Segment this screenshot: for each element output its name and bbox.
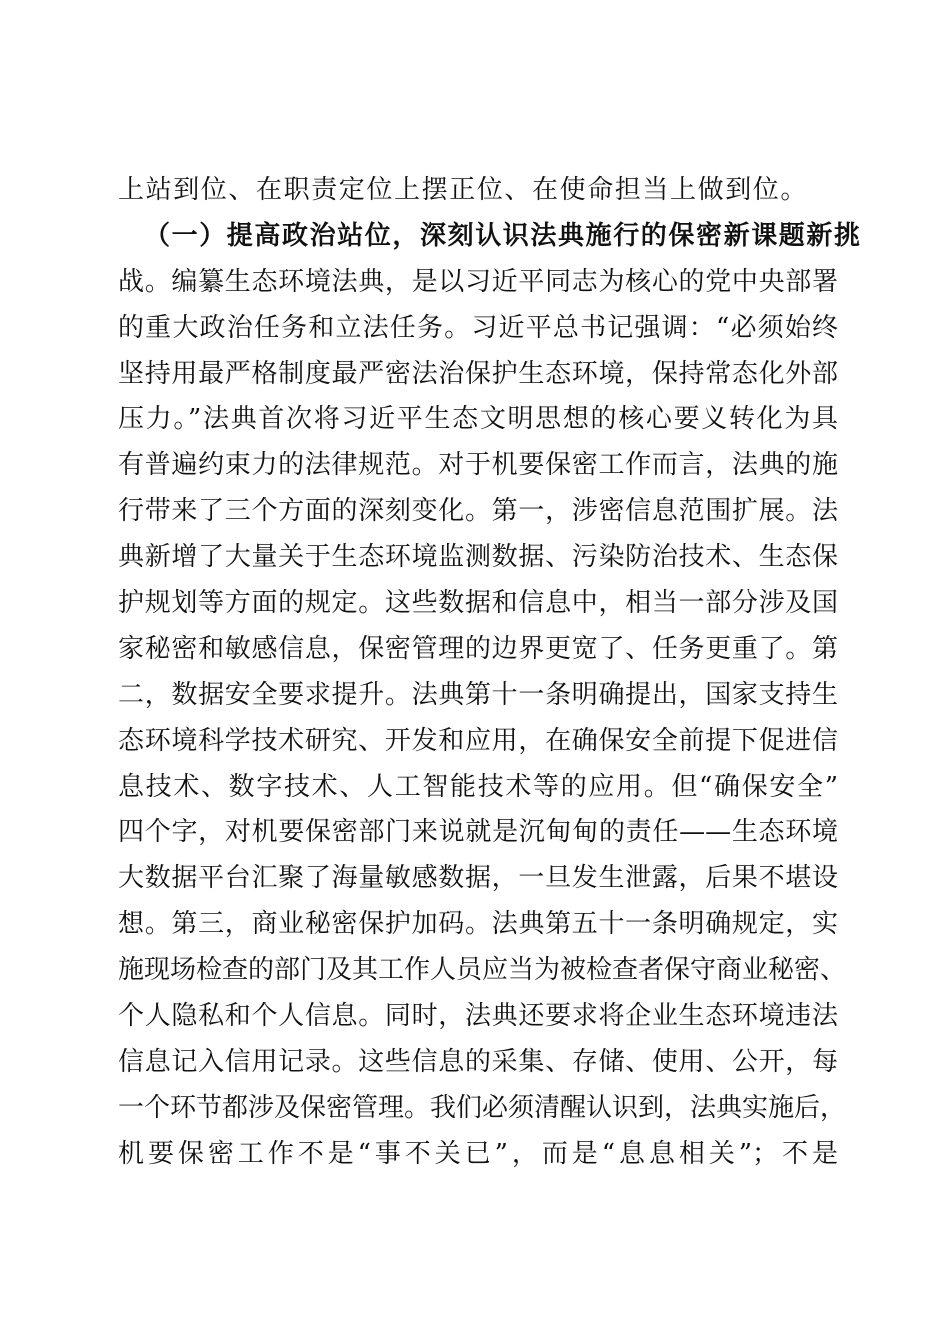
text-line-4: 的重大政治任务和立法任务。习近平总书记强调：“必须始终 bbox=[118, 312, 838, 343]
text-line-8: 行带来了三个方面的深刻变化。第一，涉密信息范围扩展。法 bbox=[118, 496, 838, 527]
text-line-6: 压力。”法典首次将习近平生态文明思想的核心要义转化为具 bbox=[118, 404, 838, 435]
text-line-20: 信息记入信用记录。这些信息的采集、存储、使用、公开，每 bbox=[118, 1046, 838, 1077]
text-line-3: 战。编纂生态环境法典，是以习近平同志为核心的党中央部署 bbox=[118, 266, 838, 297]
text-line-7: 有普遍约束力的法律规范。对于机要保密工作而言，法典的施 bbox=[118, 450, 838, 481]
text-line-22: 机要保密工作不是“事不关已”，而是“息息相关”；不是 bbox=[118, 1138, 838, 1169]
text-line-10: 护规划等方面的规定。这些数据和信息中，相当一部分涉及国 bbox=[118, 588, 838, 619]
text-line-1: 上站到位、在职责定位上摆正位、在使命担当上做到位。 bbox=[118, 175, 809, 205]
text-line-5: 坚持用最严格制度最严密法治保护生态环境，保持常态化外部 bbox=[118, 358, 838, 389]
text-line-13: 态环境科学技术研究、开发和应用，在确保安全前提下促进信 bbox=[118, 725, 838, 756]
text-line-16: 大数据平台汇聚了海量敏感数据，一旦发生泄露，后果不堪设 bbox=[118, 863, 838, 894]
text-line-18: 施现场检查的部门及其工作人员应当为被检查者保守商业秘密、 bbox=[118, 955, 847, 986]
text-line-19: 个人隐私和个人信息。同时，法典还要求将企业生态环境违法 bbox=[118, 1001, 838, 1032]
body-text bbox=[118, 168, 862, 1178]
section-heading-line: （一）提高政治站位，深刻认识法典施行的保密新课题新挑 bbox=[144, 220, 862, 251]
text-line-11: 家秘密和敏感信息，保密管理的边界更宽了、任务更重了。第 bbox=[118, 633, 838, 664]
text-line-21: 一个环节都涉及保密管理。我们必须清醒认识到，法典实施后， bbox=[118, 1092, 847, 1123]
text-line-17: 想。第三，商业秘密保护加码。法典第五十一条明确规定，实 bbox=[118, 909, 838, 940]
text-line-9: 典新增了大量关于生态环境监测数据、污染防治技术、生态保 bbox=[118, 542, 838, 573]
text-line-15: 四个字，对机要保密部门来说就是沉甸甸的责任——生态环境 bbox=[118, 817, 838, 848]
text-line-12: 二，数据安全要求提升。法典第十一条明确提出，国家支持生 bbox=[118, 679, 838, 710]
text-line-14: 息技术、数字技术、人工智能技术等的应用。但“确保安全” bbox=[118, 771, 838, 802]
